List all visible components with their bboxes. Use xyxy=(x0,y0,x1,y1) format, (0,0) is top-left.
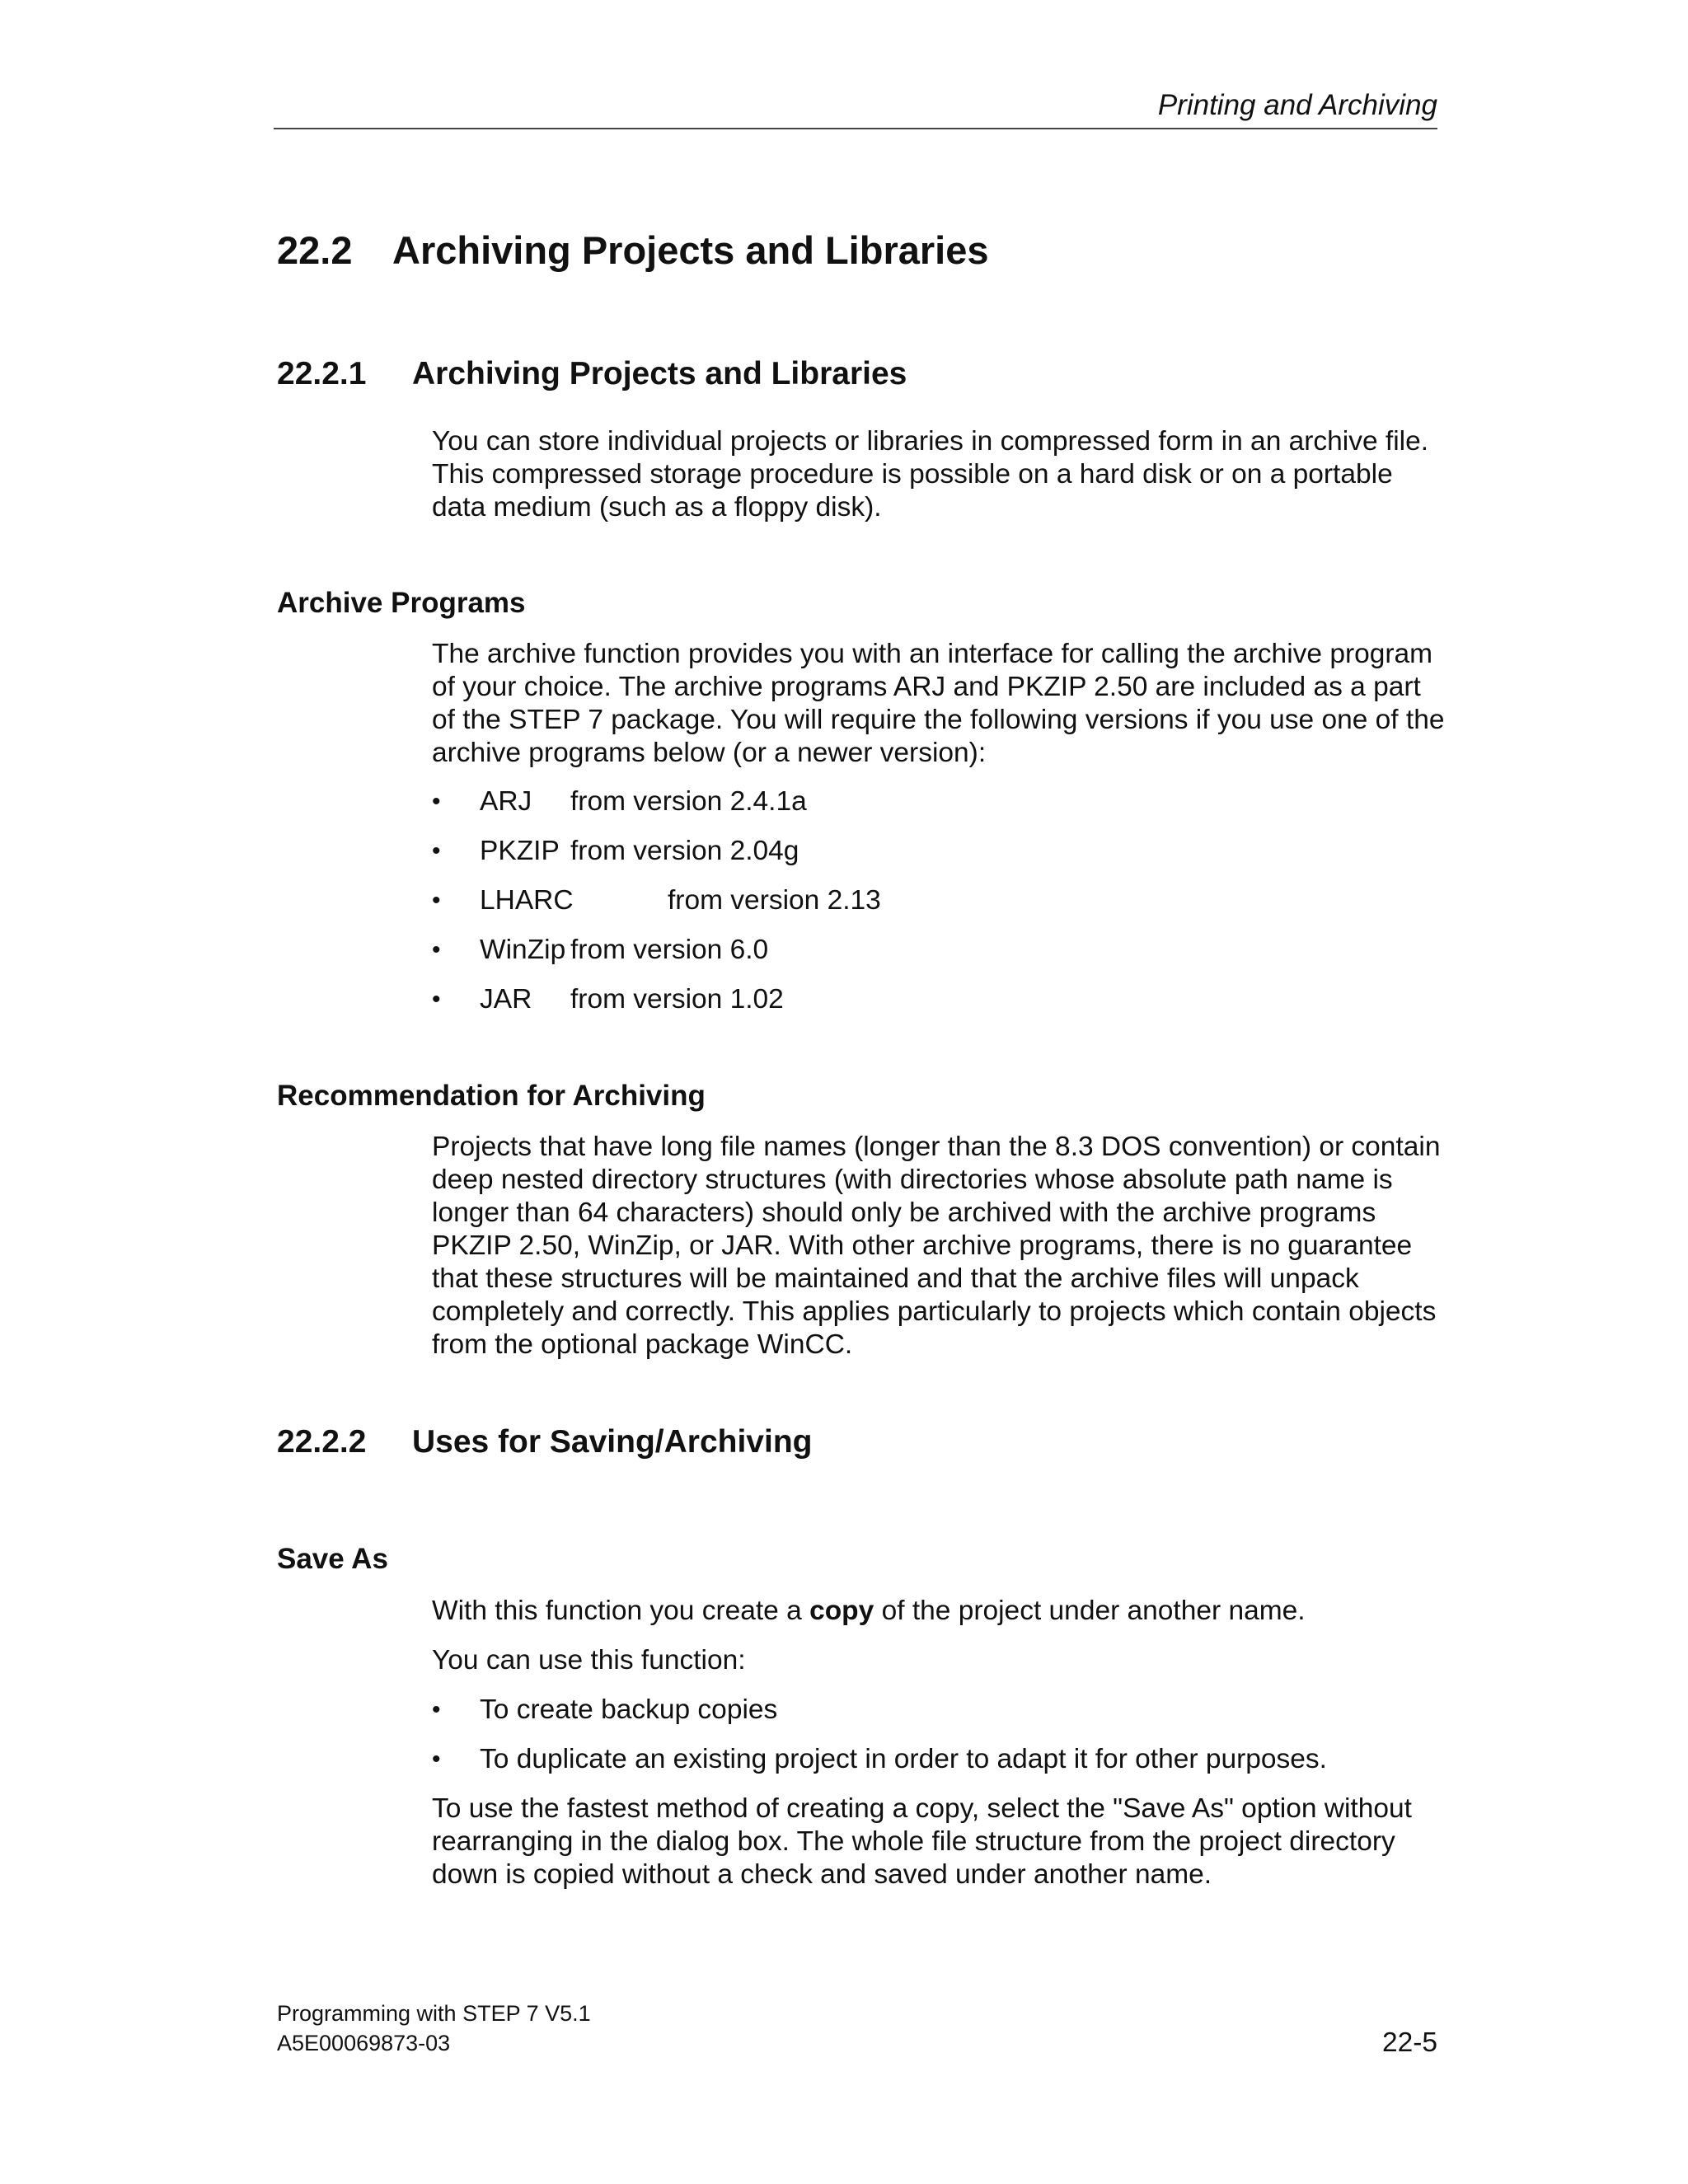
bullet-icon: • xyxy=(432,936,441,963)
section-number-22-2-2: 22.2.2 xyxy=(277,1424,367,1460)
paragraph-line: You can store individual projects or libraries in compressed form in an archive file. xyxy=(432,426,1429,457)
paragraph-line: The archive function provides you with an interface for calling the archive program xyxy=(432,639,1433,669)
save-as-closing-paragraph xyxy=(432,1793,1446,1891)
running-header: Printing and Archiving xyxy=(1157,89,1437,121)
bullet-icon: • xyxy=(432,837,441,865)
intro-paragraph xyxy=(432,425,1446,524)
bullet-icon: • xyxy=(432,788,441,815)
header-divider xyxy=(274,128,1437,129)
paragraph-line: To use the fastest method of creating a copy, select the "Save As" option without xyxy=(432,1793,1412,1824)
footer-manual-title: Programming with STEP 7 V5.1 xyxy=(277,2001,591,2026)
save-as-heading: Save As xyxy=(277,1543,388,1575)
program-name: PKZIP xyxy=(480,836,560,866)
recommendation-paragraph xyxy=(432,1131,1446,1361)
program-version: from version 2.4.1a xyxy=(570,786,807,817)
save-as-intro xyxy=(432,1595,1446,1628)
list-item: To create backup copies xyxy=(480,1694,778,1725)
paragraph-line: longer than 64 characters) should only be archived with the archive programs xyxy=(432,1197,1376,1228)
paragraph-line: deep nested directory structures (with directories whose absolute path name is xyxy=(432,1165,1393,1195)
paragraph-line: down is copied without a check and saved under another name. xyxy=(432,1859,1212,1890)
bullet-icon: • xyxy=(432,1696,441,1723)
paragraph-line: of the STEP 7 package. You will require the following versions if you use one of the xyxy=(432,705,1445,735)
paragraph-line: rearranging in the dialog box. The whole file structure from the project directory xyxy=(432,1826,1395,1857)
program-name: LHARC xyxy=(480,885,574,916)
program-version: from version 2.13 xyxy=(668,885,881,916)
save-as-usage: You can use this function: xyxy=(432,1645,746,1675)
paragraph-line: PKZIP 2.50, WinZip, or JAR. With other archive programs, there is no guarantee xyxy=(432,1230,1413,1261)
paragraph-line: of your choice. The archive programs ARJ and PKZIP 2.50 are included as a part xyxy=(432,672,1421,702)
archive-programs-paragraph xyxy=(432,638,1446,770)
program-version: from version 2.04g xyxy=(570,836,799,866)
save-as-intro-text: With this function you create a xyxy=(432,1596,810,1626)
section-title-22-2-1: Archiving Projects and Libraries xyxy=(412,356,907,391)
bullet-icon: • xyxy=(432,1746,441,1773)
program-version: from version 6.0 xyxy=(570,935,769,965)
section-title-22-2: Archiving Projects and Libraries xyxy=(392,228,989,272)
program-name: WinZip xyxy=(480,935,566,965)
program-name: JAR xyxy=(480,984,532,1015)
save-as-intro-text-end: of the project under another name. xyxy=(874,1596,1306,1626)
recommendation-heading: Recommendation for Archiving xyxy=(277,1080,706,1112)
paragraph-line: from the optional package WinCC. xyxy=(432,1329,853,1360)
section-title-22-2-2: Uses for Saving/Archiving xyxy=(412,1424,813,1460)
paragraph-line: data medium (such as a floppy disk). xyxy=(432,492,882,523)
bullet-icon: • xyxy=(432,986,441,1013)
section-number-22-2: 22.2 xyxy=(277,228,353,272)
emphasis-copy: copy xyxy=(809,1596,874,1626)
section-number-22-2-1: 22.2.1 xyxy=(277,356,367,391)
footer-document-number: A5E00069873-03 xyxy=(277,2031,451,2055)
program-name: ARJ xyxy=(480,786,532,817)
bullet-icon: • xyxy=(432,887,441,914)
paragraph-line: completely and correctly. This applies particularly to projects which contain objects xyxy=(432,1296,1437,1327)
page-number: 22-5 xyxy=(1381,2027,1437,2058)
paragraph-line: Projects that have long file names (longer than the 8.3 DOS convention) or contain xyxy=(432,1132,1441,1162)
paragraph-line: This compressed storage procedure is possible on a hard disk or on a portable xyxy=(432,459,1393,490)
paragraph-line: that these structures will be maintained and that the archive files will unpack xyxy=(432,1263,1359,1294)
paragraph-line: archive programs below (or a newer version): xyxy=(432,738,987,768)
program-version: from version 1.02 xyxy=(570,984,784,1015)
archive-programs-heading: Archive Programs xyxy=(277,587,526,619)
list-item: To duplicate an existing project in order to adapt it for other purposes. xyxy=(480,1744,1327,1774)
